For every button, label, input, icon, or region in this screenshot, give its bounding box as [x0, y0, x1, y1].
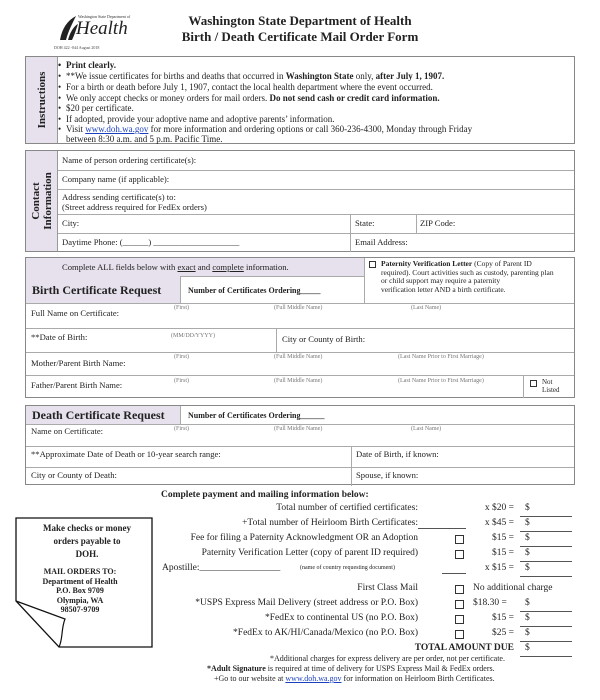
apostille-field[interactable]: Apostille:_________________ [162, 563, 281, 573]
contact-section: Contact Information Name of person ordering certificate(s): Company name (if applicable): Address sending certificate(s) to: (Street address required for FedEx orders) City: State: ZIP Code: Daytime Phone: (______) ____________________ Email Address: [25, 150, 575, 252]
payment-option-checkbox[interactable] [455, 550, 464, 559]
amount-field[interactable]: $ [520, 563, 572, 577]
amount-field[interactable]: $ [520, 548, 572, 562]
instructions-section: Instructions • Print clearly. • **We issue certificates for births and deaths that occurred in Washington State only, after July 1, 1907. • For a birth or death before July 1, 1907, contact the local health department where the event occurred. • We only accept checks or money orders for mail orders. Do not send cash or credit card information. • $20 per certificate. • If adopted, provide your adoptive name and adoptive parents’ information. • Visit www.doh.wa.gov for more information and ordering options or call 360-236-4300, Monday through Friday between 8:30 a.m. and 5 p.m. Pacific Time. [25, 56, 575, 144]
payment-option-checkbox[interactable] [455, 630, 464, 639]
payment-row-label: Total number of certified certificates: [276, 503, 418, 513]
payment-row-label: Fee for filing a Paternity Acknowledgment OR an Adoption [190, 533, 418, 543]
doh-website-link[interactable]: www.doh.wa.gov [85, 124, 149, 134]
heirloom-link[interactable]: www.doh.wa.gov [285, 674, 342, 683]
payment-row-label: *FedEx to AK/HI/Canada/Mexico (no P.O. Box) [233, 628, 418, 638]
birth-dob-field[interactable]: **Date of Birth: [31, 332, 88, 342]
death-name-field[interactable]: Name on Certificate: [31, 426, 104, 436]
birth-count-field[interactable]: Number of Certificates Ordering_____ [188, 286, 321, 295]
amount-field[interactable]: $ [520, 518, 572, 532]
birth-city-field[interactable]: City or County of Birth: [282, 334, 366, 344]
father-not-listed-checkbox[interactable] [530, 380, 537, 387]
amount-field[interactable]: $ [520, 628, 572, 642]
address-field[interactable]: Address sending certificate(s) to: [62, 192, 176, 202]
heirloom-count-field[interactable] [418, 528, 466, 529]
father-name-field[interactable]: Father/Parent Birth Name: [31, 380, 123, 390]
page-title: Washington State Department of Health Birth / Death Certificate Mail Order Form [181, 13, 419, 44]
total-label: TOTAL AMOUNT DUE [414, 643, 514, 653]
birth-section-title: Birth Certificate Request [32, 283, 162, 297]
phone-field[interactable]: Daytime Phone: (______) ____________________ [62, 237, 240, 247]
death-certificate-section: Death Certificate Request Number of Certificates Ordering______ Name on Certificate: (First) (Full Middle Name) (Last Name) **Approximate Date of Death or 10-year search range: Date of Birth, if known: City or County of Death: Spouse, if known: [25, 405, 575, 485]
birth-certificate-section: Complete ALL fields below with exact and complete information. Paternity Verification Letter (Copy of Parent ID required). Court activities such as custody, parenting plan or child support may require a paternity verification letter AND a birth certificate. Birth Certificate Request Number of Certificates Ordering_____ Full Name on Certificate: (First) (Full Middle Name) (Last Name) **Date of Birth: (MM/DD/YYYY) City or County of Birth: Mother/Parent Birth Name: (First) (Full Middle Name) (Last Name Prior to First Marriage) Father/Parent Birth Name: (First) (Full Middle Name) (Last Name Prior to First Marriage) Not Listed [25, 257, 575, 398]
death-date-field[interactable]: **Approximate Date of Death or 10-year search range: [31, 449, 221, 459]
birth-full-name-field[interactable]: Full Name on Certificate: [31, 308, 120, 318]
payment-option-checkbox[interactable] [455, 615, 464, 624]
email-field[interactable]: Email Address: [355, 237, 408, 247]
paternity-letter-checkbox[interactable] [369, 261, 376, 268]
amount-field[interactable]: $ [520, 503, 572, 517]
payment-option-checkbox[interactable] [455, 585, 464, 594]
death-dob-field[interactable]: Date of Birth, if known: [356, 449, 439, 459]
logo-mark-icon [56, 14, 78, 42]
amount-field[interactable]: $ [520, 613, 572, 627]
payment-option-checkbox[interactable] [455, 600, 464, 609]
city-field[interactable]: City: [62, 218, 80, 228]
payment-row-label: Paternity Verification Letter (copy of parent ID required) [201, 548, 418, 558]
payment-row-label: First Class Mail [357, 583, 418, 593]
amount-field[interactable]: $ [520, 533, 572, 547]
payment-title: Complete payment and mailing information below: [161, 490, 369, 500]
amount-field[interactable]: $ [520, 598, 572, 612]
death-city-field[interactable]: City or County of Death: [31, 470, 117, 480]
death-section-title: Death Certificate Request [32, 408, 165, 422]
payment-option-checkbox[interactable] [455, 535, 464, 544]
payment-row-label: +Total number of Heirloom Birth Certificates: [242, 518, 418, 528]
death-count-field[interactable]: Number of Certificates Ordering______ [188, 411, 325, 420]
mailing-note: Make checks or money orders payable to DOH. MAIL ORDERS TO: Department of Health P.O. Box 9709 Olympia, WA 98507-9709 [15, 517, 153, 648]
payment-row-label: *FedEx to continental US (no P.O. Box) [264, 613, 418, 623]
doh-logo: Washington State Department of Health DOH 422 -044 August 2018 [54, 14, 131, 50]
total-amount-field[interactable]: $ [520, 643, 572, 657]
spouse-field[interactable]: Spouse, if known: [356, 470, 419, 480]
payment-row-label: *USPS Express Mail Delivery (street address or P.O. Box) [195, 598, 418, 608]
company-field[interactable]: Company name (if applicable): [62, 174, 170, 184]
zip-field[interactable]: ZIP Code: [420, 218, 456, 228]
name-field[interactable]: Name of person ordering certificate(s): [62, 155, 197, 165]
state-field[interactable]: State: [355, 218, 375, 228]
mother-name-field[interactable]: Mother/Parent Birth Name: [31, 358, 126, 368]
